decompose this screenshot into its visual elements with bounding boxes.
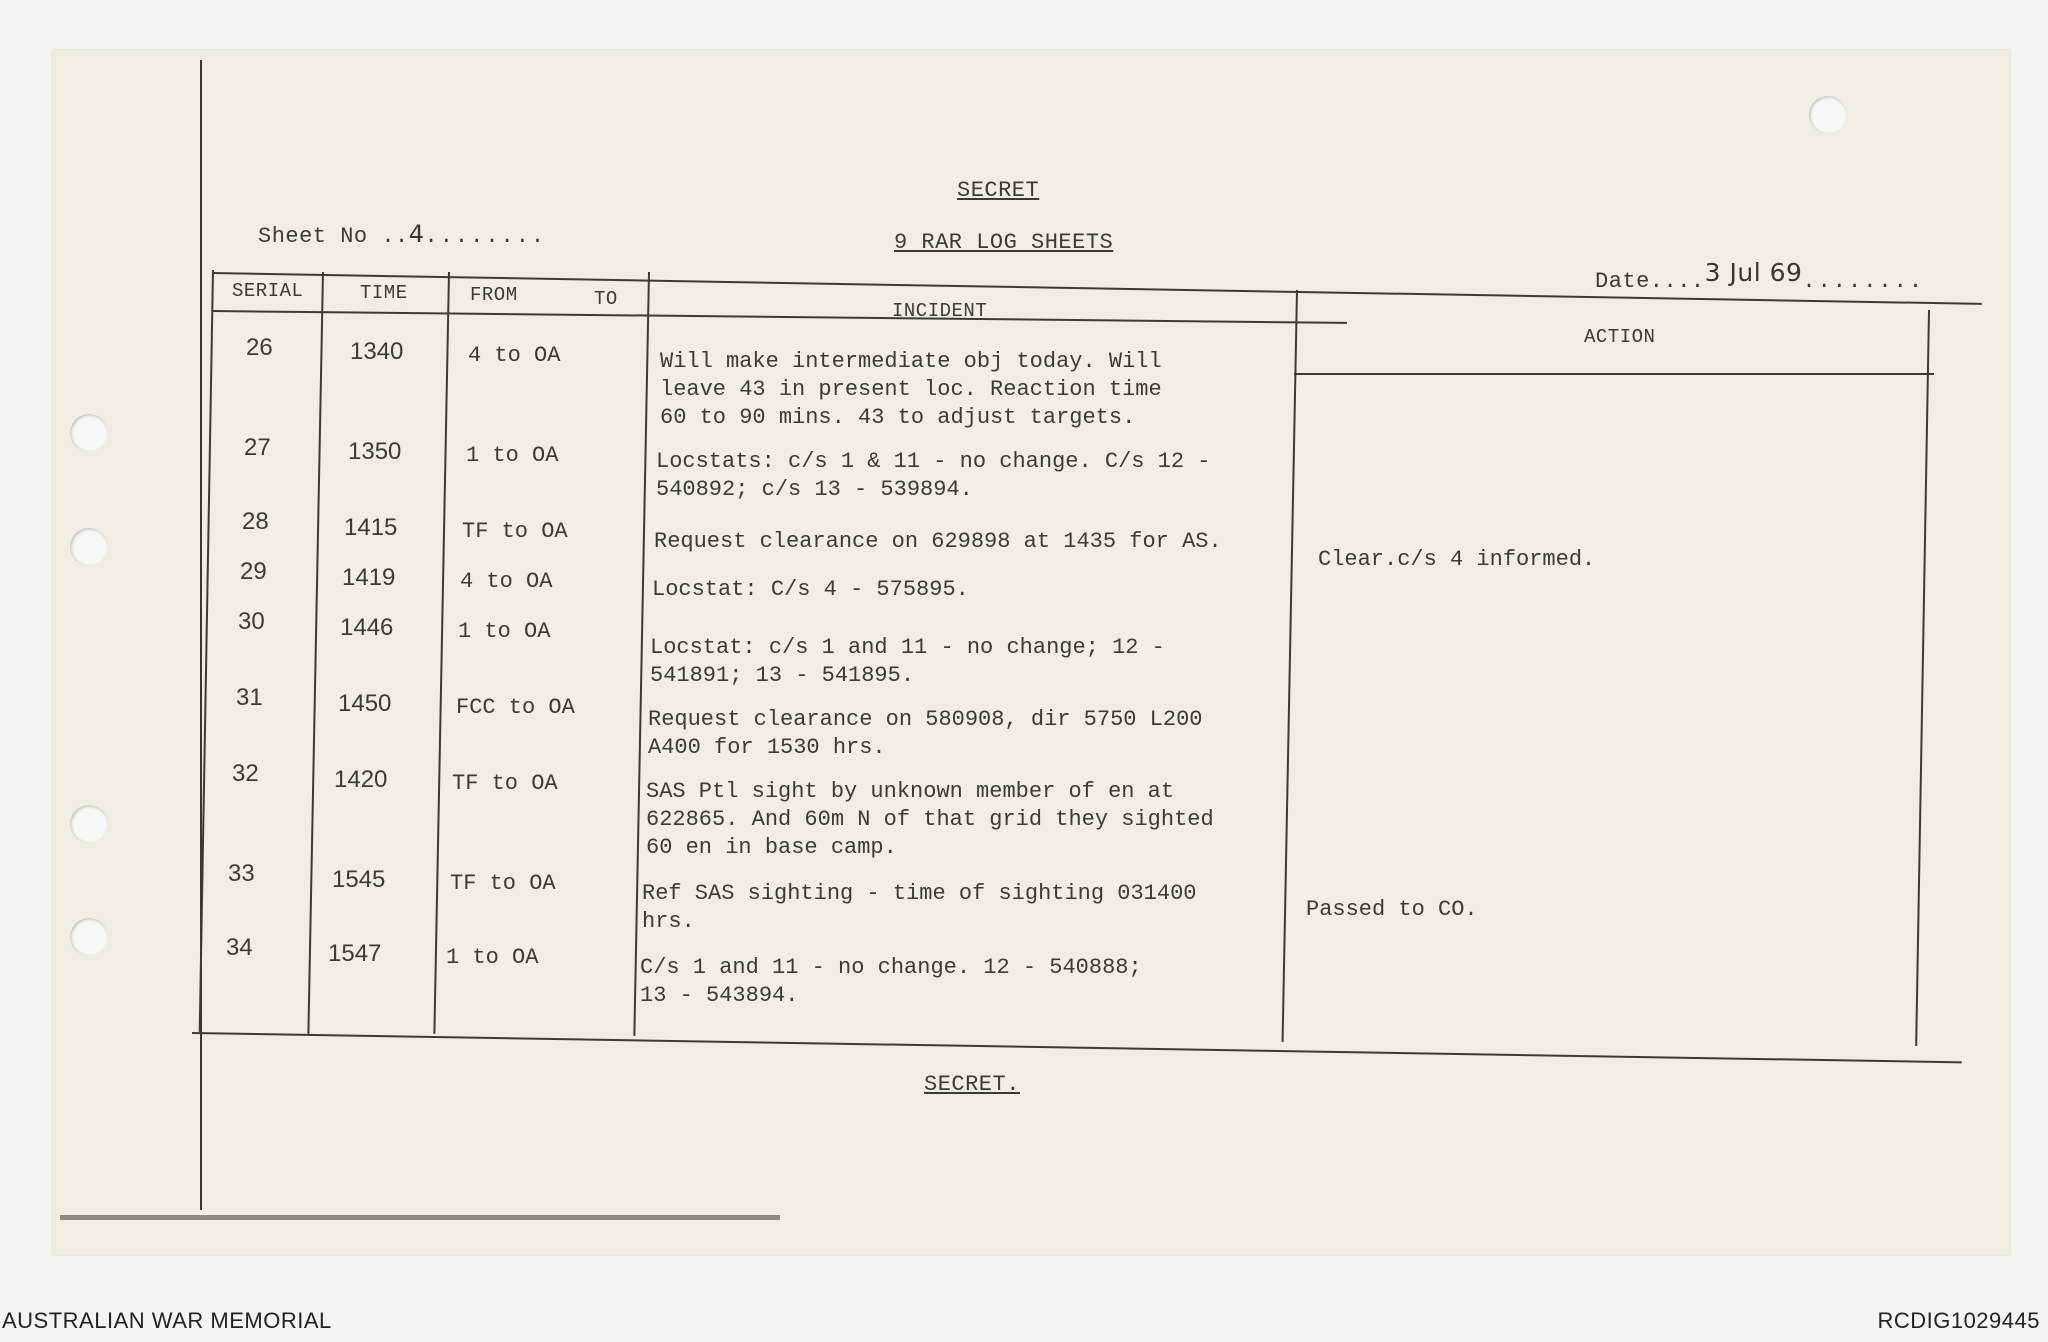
row-time: 1350 — [348, 438, 402, 465]
date-label: Date.... — [1595, 269, 1705, 294]
row-from-to: TF to OA — [450, 871, 556, 896]
row-from-to: FCC to OA — [456, 695, 575, 720]
row-serial: 31 — [236, 684, 263, 711]
publisher-label: AUSTRALIAN WAR MEMORIAL — [2, 1308, 332, 1333]
row-action: Passed to CO. — [1306, 897, 1478, 922]
row-time: 1446 — [340, 614, 394, 641]
row-incident: Locstats: c/s 1 & 11 - no change. C/s 12 - 540892; c/s 13 - 539894. — [656, 449, 1211, 502]
punch-hole — [70, 918, 108, 956]
punch-hole — [70, 414, 108, 452]
row-from-to: 4 to OA — [468, 343, 561, 368]
col-rule-serial — [307, 272, 324, 1034]
sheet-number: 4 — [408, 220, 425, 248]
row-incident: Locstat: c/s 1 and 11 - no change; 12 - 541891; 13 - 541895. — [650, 635, 1165, 688]
row-serial: 34 — [226, 934, 253, 961]
row-from-to: 1 to OA — [446, 945, 539, 970]
row-incident: Request clearance on 629898 at 1435 for AS. — [654, 529, 1222, 554]
row-time: 1450 — [338, 690, 392, 717]
row-serial: 30 — [238, 608, 265, 635]
row-action: Clear.c/s 4 informed. — [1318, 547, 1596, 572]
fold-line — [200, 60, 202, 1210]
row-time: 1419 — [342, 564, 396, 591]
row-incident: Will make intermediate obj today. Will leave 43 in present loc. Reaction time 60 to 90 mins. 43 to adjust targets. — [660, 349, 1162, 430]
row-from-to: TF to OA — [452, 771, 558, 796]
col-header-incident: INCIDENT — [892, 300, 988, 322]
col-rule-incident — [1282, 290, 1298, 1042]
scan-shadow — [60, 1215, 780, 1220]
row-from-to: 1 to OA — [458, 619, 551, 644]
punch-hole — [1809, 96, 1847, 134]
punch-hole — [70, 528, 108, 566]
sheet-label: Sheet No .. — [258, 224, 409, 249]
row-incident: C/s 1 and 11 - no change. 12 - 540888; 13 - 543894. — [640, 955, 1142, 1008]
col-rule-right — [1915, 310, 1930, 1046]
punch-hole — [70, 805, 108, 843]
row-serial: 32 — [232, 760, 259, 787]
sheet-number-label: Sheet No ..4........ — [258, 220, 547, 249]
classification-top: SECRET — [957, 178, 1040, 203]
row-incident: Locstat: C/s 4 - 575895. — [652, 577, 969, 602]
row-time: 1340 — [350, 338, 404, 365]
row-serial: 27 — [244, 434, 271, 461]
log-title: 9 RAR LOG SHEETS — [894, 230, 1114, 255]
col-header-from: FROM — [470, 284, 518, 306]
date-value: 3 Jul 69 — [1704, 258, 1803, 287]
row-incident: Ref SAS sighting - time of sighting 031400 hrs. — [642, 881, 1197, 934]
col-header-serial: SERIAL — [232, 280, 304, 302]
col-header-time: TIME — [360, 282, 408, 304]
row-time: 1420 — [334, 766, 388, 793]
row-time: 1415 — [344, 514, 398, 541]
col-header-to: TO — [594, 288, 618, 310]
row-serial: 33 — [228, 860, 255, 887]
action-header-rule — [1294, 373, 1934, 375]
row-from-to: TF to OA — [462, 519, 568, 544]
row-from-to: 4 to OA — [460, 569, 553, 594]
row-time: 1545 — [332, 866, 386, 893]
row-incident: SAS Ptl sight by unknown member of en at 622865. And 60m N of that grid they sighted 60 en in base camp. — [646, 779, 1214, 860]
row-serial: 28 — [242, 508, 269, 535]
row-from-to: 1 to OA — [466, 443, 559, 468]
log-sheet-page — [52, 50, 2010, 1255]
row-serial: 26 — [246, 334, 273, 361]
row-serial: 29 — [240, 558, 267, 585]
header-rule — [212, 310, 1347, 324]
classification-bottom: SECRET. — [924, 1072, 1020, 1097]
col-header-action: ACTION — [1584, 326, 1656, 348]
row-time: 1547 — [328, 940, 382, 967]
row-incident: Request clearance on 580908, dir 5750 L200 A400 for 1530 hrs. — [648, 707, 1203, 760]
image-id-label: RCDIG1029445 — [1877, 1308, 2040, 1333]
table-bottom-rule — [192, 1032, 1962, 1063]
date-field: Date....3 Jul 69........ — [1595, 258, 1925, 294]
col-rule-time — [433, 272, 450, 1034]
